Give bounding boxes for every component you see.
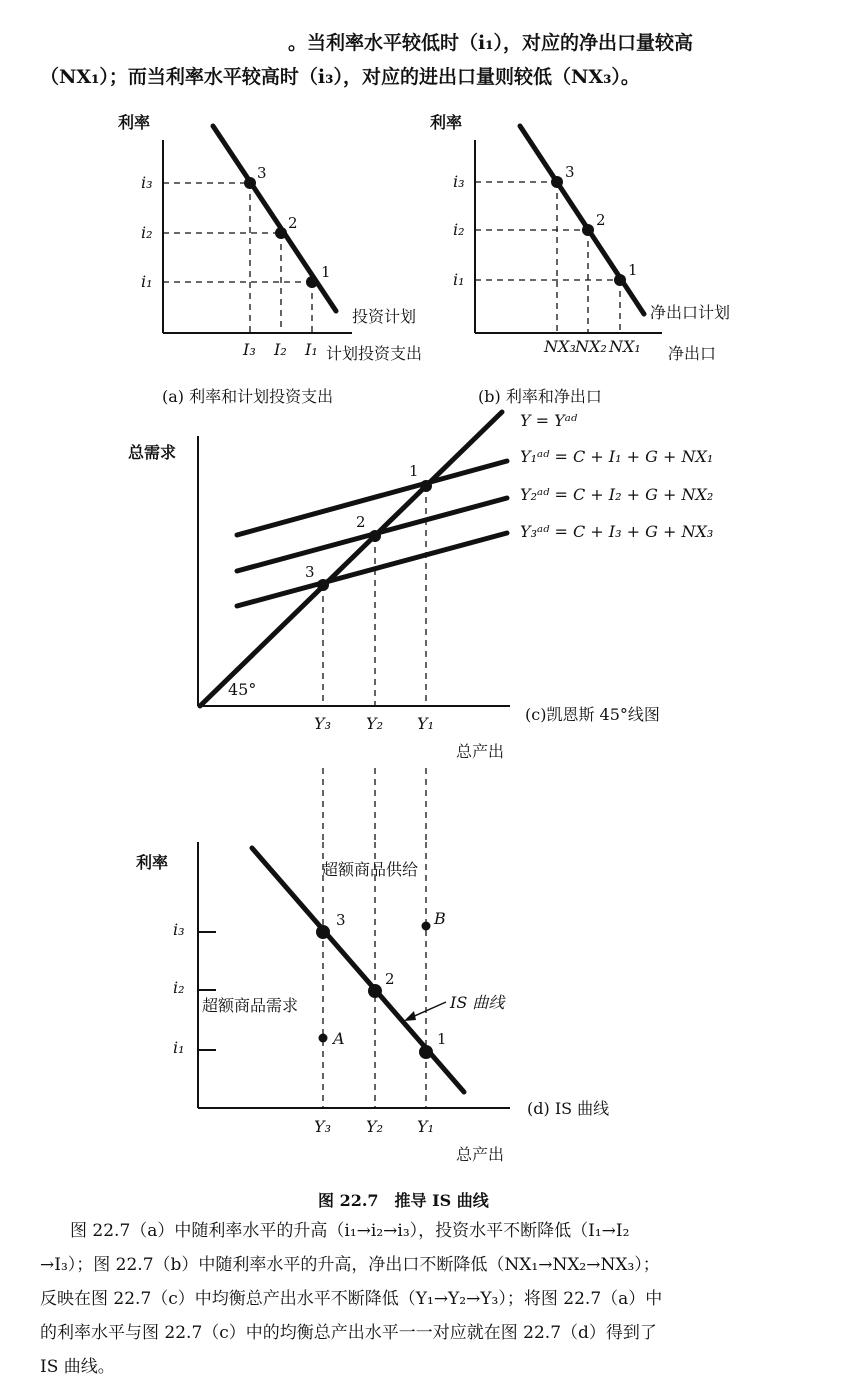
panel-b-caption: (b) 利率和净出口 — [478, 387, 602, 406]
panel-c-point-label-2: 2 — [356, 513, 366, 531]
panel-d-point-1 — [419, 1045, 433, 1059]
panel-c-xtick-y2: Y₂ — [366, 714, 383, 733]
body-line-5: IS 曲线。 — [40, 1357, 115, 1377]
panel-b-ytick-i2: i₂ — [453, 220, 465, 239]
panel-a-xtick-I2: I₂ — [274, 340, 287, 359]
panel-b-ylabel: 利率 — [430, 113, 463, 132]
panel-c-xtick-y3: Y₃ — [314, 714, 331, 733]
panel-a-curve-label: 投资计划 — [352, 307, 417, 326]
panel-c-point-2 — [369, 530, 381, 542]
panel-c-xlabel: 总产出 — [456, 742, 505, 761]
panel-d-point-label-1: 1 — [437, 1030, 447, 1048]
body-line-2: →I₃）；图 22.7（b）中随利率水平的升高，净出口不断降低（NX₁→NX₂→NX₃）； — [40, 1255, 660, 1275]
panel-a-xtick-I3: I₃ — [243, 340, 256, 359]
panel-c-eq-3: Y₃ᵃᵈ = C + I₃ + G + NX₃ — [520, 522, 714, 541]
panel-c-eq-2: Y₂ᵃᵈ = C + I₂ + G + NX₂ — [520, 485, 714, 504]
panel-d-point-label-3: 3 — [336, 911, 346, 929]
panel-c-ad-line-3 — [237, 533, 507, 606]
panel-a-xtick-I1: I₁ — [305, 340, 318, 359]
panel-c-caption: (c)凯恩斯 45°线图 — [525, 705, 660, 724]
intro-line-2: （NX₁）；而当利率水平较高时（i₃），对应的进出口量则较低（NX₃）。 — [40, 66, 640, 88]
body-line-3: 反映在图 22.7（c）中均衡总产出水平不断降低（Y₁→Y₂→Y₃）；将图 22.7（a）中 — [40, 1289, 663, 1309]
panel-c-45-line-label: Y = Yᵃᵈ — [520, 411, 578, 430]
panel-b-ytick-i3: i₃ — [453, 172, 465, 191]
panel-a-caption: (a) 利率和计划投资支出 — [162, 387, 334, 406]
panel-a-point-2 — [275, 227, 287, 239]
panel-a-ytick-i2: i₂ — [141, 223, 153, 242]
panel-d-point-3 — [316, 925, 330, 939]
panel-d-caption: (d) IS 曲线 — [527, 1099, 610, 1118]
panel-c-eq-1: Y₁ᵃᵈ = C + I₁ + G + NX₁ — [520, 447, 714, 466]
panel-b-point-1 — [614, 274, 626, 286]
panel-c-ad-line-1 — [237, 461, 507, 535]
panel-d-is-curve — [252, 848, 464, 1092]
panel-d-excess-demand: 超额商品需求 — [202, 996, 299, 1015]
panel-d-is-arrow — [410, 1002, 446, 1018]
panel-c-point-label-1: 1 — [409, 462, 419, 480]
panel-d-ytick-i3: i₃ — [173, 920, 185, 939]
panel-b-xtick-nx2: NX₂ — [575, 337, 607, 356]
panel-b-point-label-3: 3 — [565, 163, 575, 181]
panel-c-angle-label: 45° — [228, 680, 257, 699]
panel-b-ytick-i1: i₁ — [453, 270, 465, 289]
panel-d-point-2 — [368, 984, 382, 998]
panel-b-point-label-1: 1 — [628, 261, 638, 279]
body-line-4: 的利率水平与图 22.7（c）中的均衡总产出水平一一对应就在图 22.7（d）得到了 — [40, 1323, 657, 1343]
panel-d-ytick-i1: i₁ — [173, 1038, 185, 1057]
panel-b-curve-label: 净出口计划 — [650, 303, 731, 322]
panel-c-ylabel: 总需求 — [128, 443, 177, 462]
panel-a-xlabel: 计划投资支出 — [326, 344, 423, 363]
panel-d-point-b — [422, 922, 431, 931]
panel-d-ytick-i2: i₂ — [173, 978, 185, 997]
panel-a-ylabel: 利率 — [118, 113, 151, 132]
body-line-1: 图 22.7（a）中随利率水平的升高（i₁→i₂→i₃），投资水平不断降低（I₁→I₂ — [70, 1221, 630, 1241]
panel-b-xtick-nx3: NX₃ — [544, 337, 576, 356]
panel-c-45-degree-line — [200, 412, 502, 706]
panel-d-excess-supply: 超额商品供给 — [322, 860, 419, 879]
panel-b-point-label-2: 2 — [596, 211, 606, 229]
panel-d-point-a — [319, 1034, 328, 1043]
panel-d-xtick-y2: Y₂ — [366, 1117, 383, 1136]
panel-d-point-b-label: B — [434, 909, 446, 928]
panel-a-ytick-i3: i₃ — [141, 173, 153, 192]
panel-b-point-3 — [551, 176, 563, 188]
panel-a-point-label-2: 2 — [288, 214, 298, 232]
panel-d-point-label-2: 2 — [385, 970, 395, 988]
panel-c-point-1 — [420, 480, 432, 492]
panel-d-is-arrowhead — [404, 1011, 416, 1021]
panel-c-point-label-3: 3 — [305, 563, 315, 581]
panel-b-net-export-curve — [520, 126, 644, 314]
panel-a — [118, 113, 422, 363]
panel-b-point-2 — [582, 224, 594, 236]
panel-b — [430, 113, 730, 363]
panel-a-point-label-1: 1 — [321, 263, 331, 281]
panel-c-point-3 — [317, 579, 329, 591]
panel-c — [128, 411, 713, 761]
panel-a-ytick-i1: i₁ — [141, 272, 153, 291]
panel-d-xlabel: 总产出 — [456, 1145, 505, 1164]
panel-a-point-label-3: 3 — [257, 164, 267, 182]
panel-b-xlabel: 净出口 — [668, 344, 717, 363]
panel-d-ylabel: 利率 — [136, 853, 169, 872]
intro-line-1: 。当利率水平较低时（i₁），对应的净出口量较高 — [288, 32, 694, 54]
panel-b-xtick-nx1: NX₁ — [609, 337, 641, 356]
panel-a-point-3 — [244, 177, 256, 189]
panel-a-point-1 — [306, 276, 318, 288]
panel-d — [136, 842, 609, 1164]
figure-title: 图 22.7 推导 IS 曲线 — [318, 1191, 489, 1210]
panel-d-is-label: IS 曲线 — [450, 993, 505, 1012]
panel-c-xtick-y1: Y₁ — [417, 714, 434, 733]
panel-d-point-a-label: A — [333, 1029, 345, 1048]
panel-d-xtick-y3: Y₃ — [314, 1117, 331, 1136]
panel-d-xtick-y1: Y₁ — [417, 1117, 434, 1136]
